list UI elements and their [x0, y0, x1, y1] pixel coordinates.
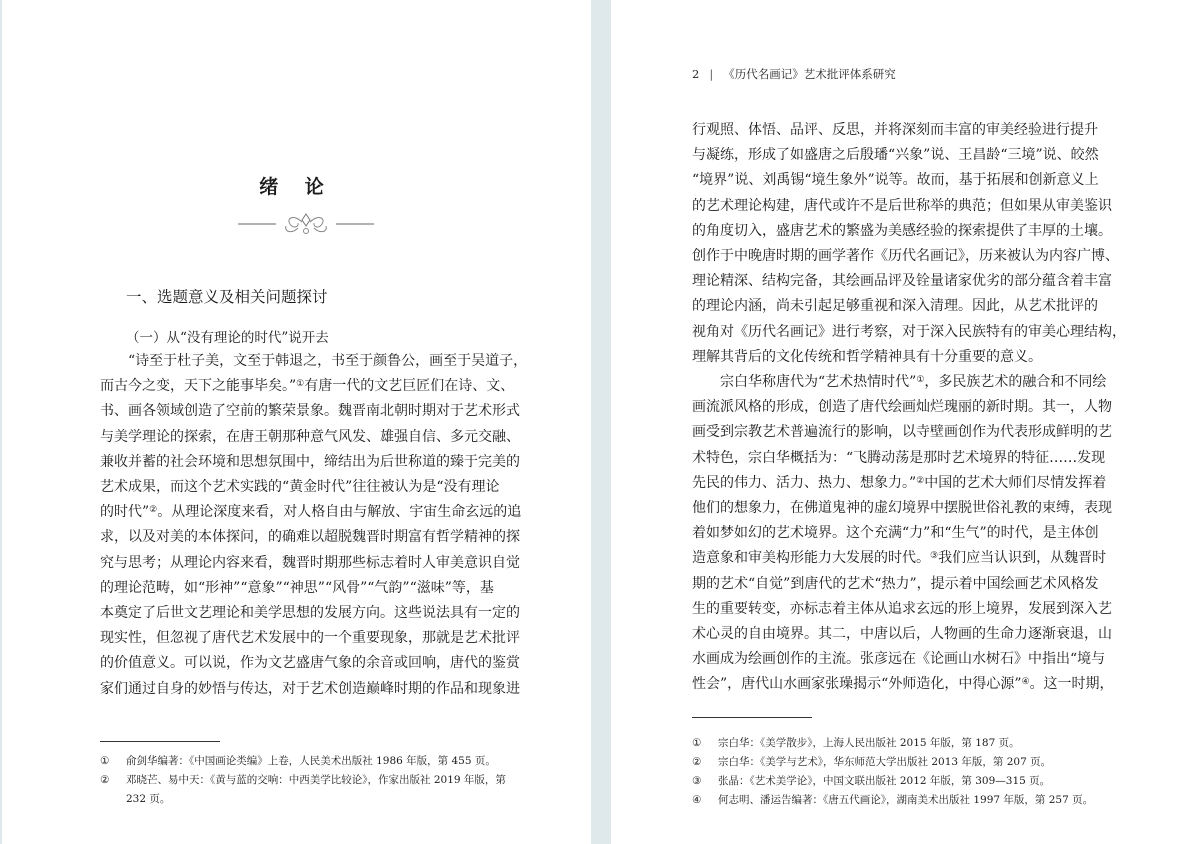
body-line: 而古今之变，天下之能事毕矣。”①有唐一代的文艺巨匠们在诗、文、 [100, 378, 515, 395]
body-line: 画受到宗教艺术普遍流行的影响，以寺壁画创作为代表形成鲜明的艺 [692, 424, 1112, 441]
footnote-ref[interactable]: ② [916, 475, 925, 486]
right-footnotes [692, 734, 1112, 810]
right-page [611, 0, 1201, 844]
footnote-ref[interactable]: ② [149, 505, 158, 516]
body-line: 性会”，唐代山水画家张璪揭示“外师造化，中得心源”④。这一时期， [692, 676, 1114, 693]
book-title: 《历代名画记》艺术批评体系研究 [723, 67, 896, 81]
body-line: 行观照、体悟、品评、反思，并将深刻而丰富的审美经验进行提升 [692, 122, 1098, 138]
left-footnotes [100, 752, 520, 809]
footnote-item: ② 宗白华：《美学与艺术》，华东师范大学出版社 2013 年版，第 207 页。 [692, 756, 1052, 768]
body-line: “境界”说、刘禹锡“境生象外”说等。故而，基于拓展和创新意义上 [692, 172, 1099, 189]
footnote-item: 232 页。 [126, 793, 171, 805]
body-line: 着如梦如幻的艺术境界。这个充满“力”和“生气”的时代，是主体创 [692, 525, 1099, 542]
body-line: “诗至于杜子美，文至于韩退之，书至于颜鲁公，画至于吴道子， [128, 353, 528, 369]
body-line: 造意象和审美构形能力大发展的时代。③我们应当认识到，从魏晋时 [692, 550, 1107, 567]
subsection-heading: （一）从“没有理论的时代”说开去 [126, 330, 329, 346]
page-number: 2 [692, 67, 700, 81]
body-line: 本奠定了后世文艺理论和美学思想的发展方向。这些说法具有一定的 [100, 605, 520, 622]
footnote-ref[interactable]: ① [296, 379, 305, 390]
left-page [2, 0, 591, 844]
body-line: 理论精深、结构完备，其绘画品评及铨量诸家优劣的部分蕴含着丰富 [692, 273, 1112, 290]
body-line: 创作于中晚唐时期的画学著作《历代名画记》，历来被认为内容广博、 [692, 248, 1119, 265]
footnote-item: ④ 何志明、潘运告编著：《唐五代画论》，湖南美术出版社 1997 年版，第 257 页。 [692, 794, 1094, 806]
body-line: 术特色，宗白华概括为：“飞腾动荡是那时艺术境界的特征……发现 [692, 449, 1106, 466]
title-ornament-icon [236, 210, 376, 238]
body-line: 理解其背后的文化传统和哲学精神具有十分重要的意义。 [692, 348, 1042, 365]
body-line: 现实性，但忽视了唐代艺术发展中的一个重要现象，那就是艺术批评 [100, 630, 520, 647]
body-line: 的艺术理论构建，唐代或许不是后世称举的典范；但如果从审美鉴识 [692, 197, 1112, 214]
body-line: 宗白华称唐代为“艺术热情时代”①，多民族艺术的融合和不同绘 [720, 374, 1107, 391]
footnote-item: ① 俞剑华编著：《中国画论类编》上卷，人民美术出版社 1986 年版，第 455 页。 [100, 755, 496, 767]
right-body-text [692, 118, 1126, 698]
body-line: 与凝练，形成了如盛唐之后殷璠“兴象”说、王昌龄“三境”说、皎然 [692, 147, 1099, 164]
footnote-item: ③ 张晶：《艺术美学论》，中国文联出版社 2012 年版，第 309—315 页。 [692, 775, 1051, 787]
body-line: 的理论内涵，尚未引起足够重视和深入清理。因此，从艺术批评的 [692, 298, 1098, 315]
body-line: 的角度切入，盛唐艺术的繁盛为美感经验的探索提供了丰厚的土壤。 [692, 222, 1112, 239]
footnote-item: ② 邓晓芒、易中天：《黄与蓝的交响：中西美学比较论》，作家出版社 2019 年版，第 [100, 774, 506, 786]
body-line: 期的艺术“自觉”到唐代的艺术“热力”，提示着中国绘画艺术风格发 [692, 575, 1099, 592]
body-line: 画流派风格的形成，创造了唐代绘画灿烂瑰丽的新时期。其一，人物 [692, 399, 1112, 416]
chapter-title: 绪 论 [259, 176, 334, 198]
footnote-ref[interactable]: ① [916, 375, 925, 386]
footnote-ref[interactable]: ③ [930, 551, 939, 562]
body-line: 求，以及对美的本体探问，的确难以超脱魏晋时期富有哲学精神的探 [100, 529, 520, 546]
body-line: 艺术成果，而这个艺术实践的“黄金时代”往往被认为是“没有理论 [100, 479, 500, 496]
body-line: 书、画各领域创造了空前的繁荣景象。魏晋南北朝时期对于艺术形式 [100, 403, 520, 420]
body-line: 究与思考；从理论内容来看，魏晋时期那些标志着时人审美意识自觉 [100, 554, 520, 571]
body-line: 生的重要转变，亦标志着主体从追求玄远的形上境界，发展到深入艺 [692, 600, 1112, 617]
body-line: 视角对《历代名画记》进行考察，对于深入民族特有的审美心理结构， [692, 323, 1126, 340]
body-line: 的时代”②。从理论深度来看，对人格自由与解放、宇宙生命玄远的追 [100, 504, 522, 521]
footnote-item: ① 宗白华：《美学散步》，上海人民出版社 2015 年版，第 187 页。 [692, 737, 1020, 749]
body-line: 家们通过自身的妙悟与传达，对于艺术创造巅峰时期的作品和现象进 [100, 680, 520, 697]
left-body-text [100, 349, 528, 702]
footnote-divider [692, 717, 812, 718]
body-line: 术心灵的自由境界。其二，中唐以后，人物画的生命力逐渐衰退，山 [692, 626, 1112, 643]
body-line: 的理论范畴，如“形神”“意象”“神思”“风骨”“气韵”“滋味”等，基 [100, 579, 494, 596]
header-separator: | [709, 67, 714, 81]
footnote-divider [100, 741, 220, 742]
body-line: 先民的伟力、活力、热力、想象力。”②中国的艺术大师们尽情发挥着 [692, 474, 1107, 491]
body-line: 他们的想象力，在佛道鬼神的虚幻境界中摆脱世俗礼教的束缚，表现 [692, 500, 1112, 517]
body-line: 与美学理论的探索，在唐王朝那种意气风发、雄强自信、多元交融、 [100, 428, 520, 445]
running-header [692, 66, 896, 82]
body-line: 水画成为绘画创作的主流。张彦远在《论画山水树石》中指出“境与 [692, 651, 1106, 668]
footnote-ref[interactable]: ④ [1021, 677, 1030, 688]
section-heading: 一、选题意义及相关问题探讨 [126, 288, 328, 306]
body-line: 的价值意义。可以说，作为文艺盛唐气象的余音或回响，唐代的鉴赏 [100, 655, 520, 672]
body-line: 兼收并蓄的社会环境和思想氛围中，缔结出为后世称道的臻于完美的 [100, 453, 520, 470]
